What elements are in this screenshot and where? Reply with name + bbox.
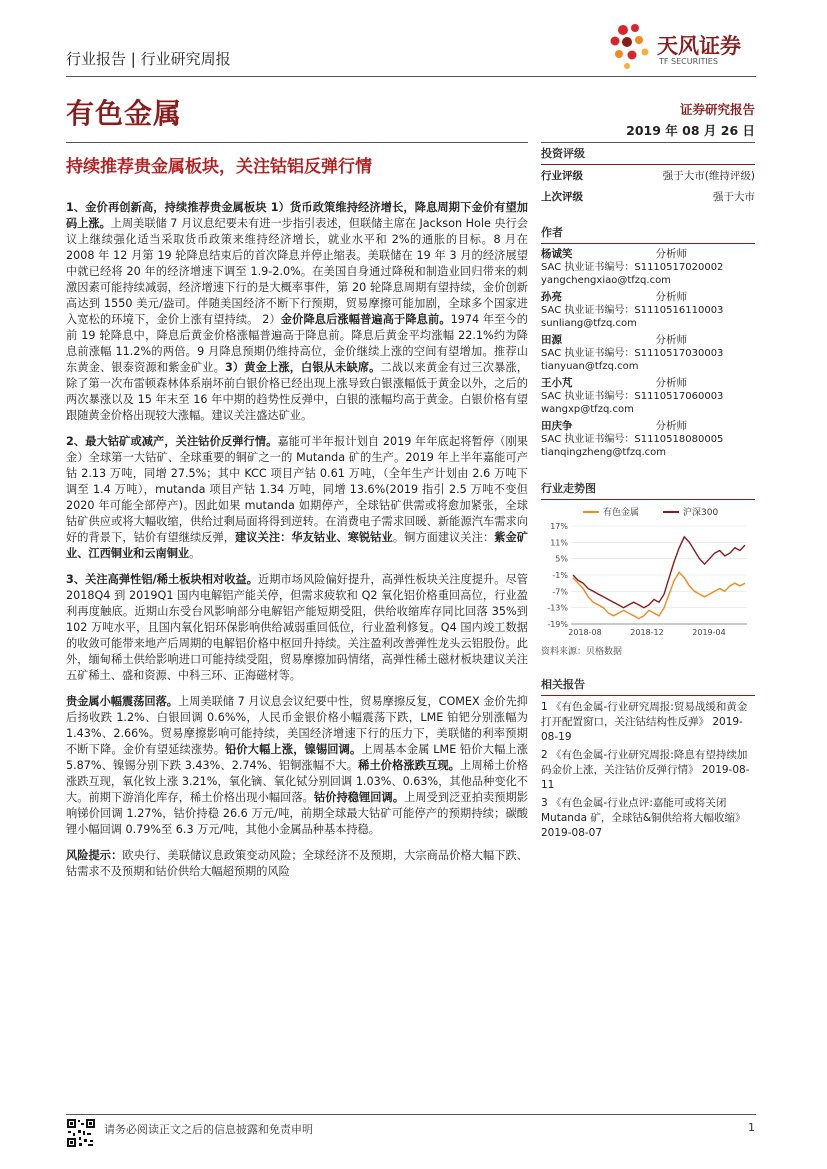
paragraph-text: 上周基本金属 LME 铅价大幅上涨 5.87%、镍锡分别下跌 3.43%、2.74%、铝铜涨幅不大。 (66, 743, 528, 772)
title-divider-left (66, 142, 528, 143)
author-name: 田庆争 (541, 420, 573, 432)
paragraph-text: 近期市场风险偏好提升，高弹性板块关注度提升。尽管 2018Q4 到 2019Q1 国内电解铝产能关停，但需求疲软和 Q2 氧化铝价格重回高位，行业盈利再度触底。近期山东受台风影响部分电解铝产能短期受阻，供给收缩库存同比回落 35%到 102 万吨水平，且国内氧化铝环保影响供给减弱重回低位，行业盈利修复。Q4 国内竣工数据的收敛可能带来地产后周期的电解铝价格中枢回升持续。关注盈利改善弹性龙头云铝股份。此外，缅甸稀土供给影响进口可能持续受阻，贸易摩擦加码情绪，高弹性稀土磁材板块建议关注五矿稀土、盛和资源、中科三环、正海磁材等。 (66, 573, 528, 682)
paragraph-heading: 建议关注：华友钴业、寒锐钴业 (235, 531, 393, 544)
related-header: 相关报告 (541, 673, 755, 696)
logo-dots-icon (605, 22, 655, 70)
author-email[interactable]: wangxp@tfzq.com (541, 404, 634, 415)
rating-header: 投资评级 (541, 142, 755, 165)
paragraph-prices (66, 694, 528, 838)
author-cert: SAC 执业证书编号：S1110518080005 (541, 434, 724, 445)
paragraph-heading: 紫金矿业、江西铜业和云南铜业 (66, 531, 528, 560)
paragraph-heading: 稀土价格涨跌互现。 (358, 759, 461, 772)
main-body (66, 200, 528, 890)
paragraph-heading: 金价降息后涨幅普遍高于降息前。 (280, 313, 451, 326)
paragraph-heading: 贵金属小幅震荡回落。 (66, 695, 178, 708)
paragraph-text: 上周美联储 7 月议息纪要未有进一步指引表述，但联储主席在 Jackson Hole 央行会议上继续强化适当采取货币政策来维持经济增长，就业水平和 2%的通胀的目标。8 月在 2008 年 12 月第 19 轮降息结束后的首次降息并停止缩表。美联储在 19 年 3 月的经济展望中就已经将 20 年的经济增速下调至 1.9-2.0%。在美国自身通过降税和制造业回归带来的刺激因素可能持续减弱，经济增速下行的是大概率事件，第 20 轮降息周期有望持续，金价创新高达到 1550 美元/盎司。伴随美国经济不断下行预期，贸易摩擦可能加剧，全球多个国家进入宽松的环境下，金价上涨有望持续。 2） (66, 217, 528, 326)
y-tick-label: -7% (552, 587, 568, 597)
chart-source: 资料来源：贝格数据 (541, 647, 623, 657)
author-role: 分析师 (655, 291, 687, 303)
trend-header: 行业走势图 (541, 477, 755, 500)
paragraph-heading: 2、最大钴矿或减产，关注钴价反弹行情。 (66, 435, 278, 448)
y-tick-label: -1% (552, 571, 568, 580)
risk-heading: 风险提示： (66, 849, 123, 862)
author-role: 分析师 (655, 420, 687, 432)
related-report-item[interactable]: 2 《有色金属-行业研究周报:降息有望持续加码金价上涨，关注钴价反弹行情》 2019-08-11 (541, 749, 750, 791)
author-role: 分析师 (655, 248, 687, 260)
series-line (573, 572, 745, 618)
sidebar (541, 142, 755, 844)
footer-disclaimer[interactable]: 请务必阅读正文之后的信息披露和免责申明 (104, 1123, 313, 1136)
author-email[interactable]: tianyuan@tfzq.com (541, 361, 639, 372)
qr-code-icon (66, 1118, 96, 1148)
author-entry (541, 420, 755, 459)
report-type: 证券研究报告 (679, 102, 755, 117)
author-name: 孙亮 (541, 291, 562, 303)
legend-label: 有色金属 (603, 508, 640, 518)
industry-trend-chart (541, 502, 755, 642)
author-entry (541, 248, 755, 287)
paragraph-heading: 1、金价再创新高，持续推荐贵金属板块 1）货币政策维持经济增长，降息周期下金价有望加码上涨。 (66, 201, 528, 230)
author-entry (541, 334, 755, 373)
author-cert: SAC 执业证书编号：S1110516110003 (541, 305, 724, 316)
paragraph-text: 。铜方面建议关注： (392, 531, 495, 544)
paragraph-text: 二战以来黄金有过三次暴涨，除了第一次布雷顿森林体系崩坏前白银价格已经出现上涨导致白银涨幅低于黄金以外，之后的两次暴涨以及 15 年末至 16 年中期的趋势性反弹中，白银的涨幅均高于黄金。白银价格有望跟随黄金价格出现较大涨幅。建议关注盛达矿业。 (66, 361, 528, 422)
report-date: 2019 年 08 月 26 日 (626, 123, 755, 138)
related-reports (541, 700, 755, 841)
y-tick-label: -19% (547, 620, 568, 629)
paragraph-text: 上周稀土价格涨跌互现，氧化钕上涨 3.21%，氧化镝、氧化铽分别回调 1.03%、0.63%，其他品种变化不大。前期下游消化库存，稀土价格出现小幅回落。 (66, 759, 528, 804)
y-tick-label: 11% (550, 538, 568, 548)
author-role: 分析师 (655, 334, 687, 346)
industry-rating-value: 强于大市(维持评级) (662, 170, 755, 182)
author-email[interactable]: yangchengxiao@tfzq.com (541, 275, 671, 286)
prev-rating-row (541, 186, 755, 207)
x-tick-label: 2019-04 (692, 628, 726, 637)
author-role: 分析师 (655, 377, 687, 389)
y-tick-label: 17% (550, 522, 568, 531)
author-email[interactable]: sunliang@tfzq.com (541, 318, 637, 329)
paragraph-risk (66, 848, 528, 880)
header-divider (66, 76, 756, 77)
authors-header: 作者 (541, 221, 755, 244)
paragraph-text: 。 (189, 547, 201, 560)
x-tick-label: 2018-08 (568, 628, 602, 637)
logo-text-en: TF SECURITIES (659, 57, 718, 66)
paragraph-text: 上周受到泛亚拍卖预期影响锑价回调 1.27%，钴价持稳 26.6 万元/吨，前期全球最大钴矿可能停产的预期持续；碳酸锂小幅回调 0.79%至 6.3 万元/吨，其他小金属品种基本持稳。 (66, 791, 528, 836)
author-cert: SAC 执业证书编号：S1110517020002 (541, 262, 724, 273)
page-number: 1 (748, 1121, 755, 1134)
paragraph-text: 上周美联储 7 月议息会议纪要中性，贸易摩擦反复，COMEX 金价先抑后扬收跌 1.2%、白银回调 0.6%%，人民币金银价格小幅震荡下跌，LME 铂钯分别涨幅为 1.43%、2.66%。贸易摩擦影响可能持续，美国经济增速下行的压力下，美联储的利率预期不断下降。金价有望延续涨势。 (66, 695, 528, 756)
author-entry (541, 291, 755, 330)
authors-list (541, 248, 755, 459)
sector-title: 有色金属 (66, 97, 183, 130)
paragraph-heading: 3、关注高弹性铝/稀土板块相对收益。 (66, 573, 259, 586)
author-name: 田源 (541, 334, 562, 346)
x-tick-label: 2018-12 (630, 628, 664, 637)
industry-rating-row (541, 165, 755, 186)
paragraph-heading: 3）黄金上涨，白银从未缺席。 (224, 361, 381, 374)
y-tick-label: -13% (547, 603, 568, 613)
legend-label: 沪深300 (683, 508, 719, 518)
report-title: 持续推荐贵金属板块，关注钴铝反弹行情 (66, 157, 372, 177)
author-name: 杨诚笑 (541, 248, 573, 260)
series-line (573, 537, 745, 608)
y-tick-label: 5% (555, 554, 568, 564)
risk-text: 欧央行、美联储议息政策变动风险；全球经济不及预期，大宗商品价格大幅下跌、钴需求不及预期和钴价供给大幅超预期的风险 (66, 849, 528, 878)
paragraph-text: 1974 年至今的前 19 轮降息中，降息后黄金价格涨幅普遍高于降息前。降息后黄金平均涨幅 22.1%约为降息前涨幅 11.2%的两倍。9 月降息预期仍维持高位，金价继续上涨的空间有望增加。推荐山东黄金、银泰资源和紫金矿业。 (66, 313, 528, 374)
related-report-item[interactable]: 1 《有色金属-行业研究周报:贸易战缓和黄金打开配置窗口，关注钴结构性反弹》 2019-08-19 (541, 701, 748, 743)
breadcrumb: 行业报告 | 行业研究周报 (66, 50, 231, 68)
author-cert: SAC 执业证书编号：S1110517030003 (541, 348, 724, 359)
related-report-item[interactable]: 3 《有色金属-行业点评:嘉能可或将关闭 Mutanda 矿，全球钴&铜供给将大幅收缩》 2019-08-07 (541, 797, 746, 839)
author-entry (541, 377, 755, 416)
author-cert: SAC 执业证书编号：S1110517060003 (541, 391, 724, 402)
author-name: 王小芃 (541, 377, 573, 389)
paragraph-text: 嘉能可半年报计划自 2019 年年底起将暂停（刚果金）全球第一大钴矿、全球重要的铜矿之一的 Mutanda 矿的生产。2019 年上半年嘉能可产钴 2.13 万吨，同增 27.5%；其中 KCC 项目产钴 0.61 万吨，（全年生产计划由 2.6 万吨下调至 1.4 万吨），mutanda 项目产钴 1.34 万吨，同增 13.6%(2019 指引 2.5 万吨不变但 2020 年可能全部停产)。因此如果 mutanda 如期停产，全球钴矿供需或将愈加紧张，全球钴矿供应或将大幅收缩，供给过剩局面将得到逆转。在消费电子需求回暖、新能源汽车需求向好的背景下，钴价有望继续反弹， (66, 435, 528, 544)
paragraph-aluminum (66, 572, 528, 684)
paragraph-cobalt (66, 434, 528, 562)
paragraph-heading: 钴价持稳锂回调。 (313, 791, 405, 804)
paragraph-gold (66, 200, 528, 424)
logo-text-cn: 天风证券 (657, 34, 741, 58)
industry-rating-label: 行业评级 (541, 170, 583, 182)
footer-divider (66, 1114, 756, 1115)
prev-rating-label: 上次评级 (541, 191, 583, 203)
prev-rating-value: 强于大市 (713, 191, 755, 203)
paragraph-heading: 铅价大幅上涨，镍锡回调。 (225, 743, 362, 756)
author-email[interactable]: tianqingzheng@tfzq.com (541, 447, 666, 458)
company-logo (605, 22, 755, 70)
